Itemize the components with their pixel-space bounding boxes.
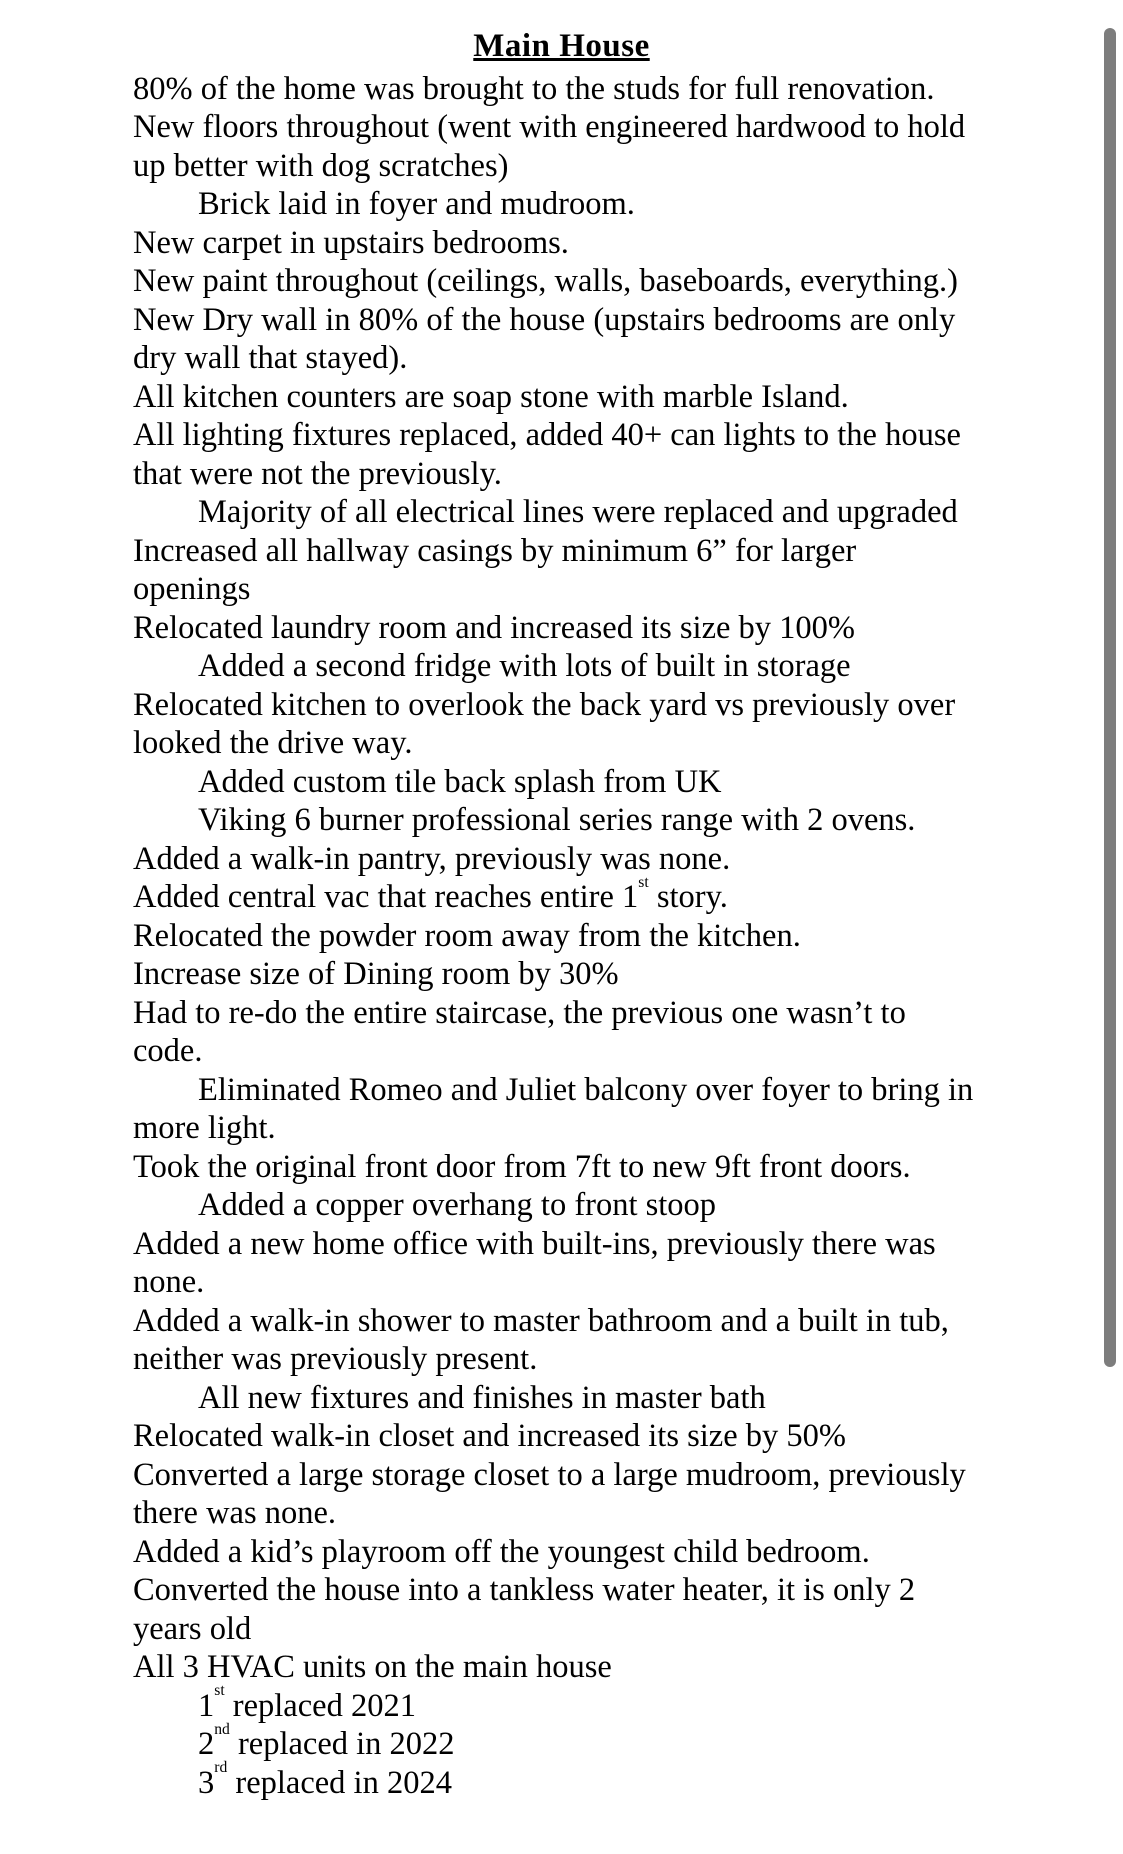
- text-line: Relocated laundry room and increased its size by 100%: [133, 609, 855, 646]
- text-line: Took the original front door from 7ft to new 9ft front doors.: [133, 1148, 911, 1185]
- document-title: Main House: [473, 28, 650, 64]
- text-line: that were not the previously.: [133, 455, 502, 492]
- ordinal-superscript: rd: [214, 1759, 228, 1777]
- text-line: 80% of the home was brought to the studs for full renovation.: [133, 70, 935, 107]
- text-line: none.: [133, 1264, 205, 1300]
- text-line: up better with dog scratches): [133, 147, 509, 184]
- text-line: Had to re-do the entire staircase, the previous one wasn’t to: [133, 994, 906, 1031]
- text-line: Added a walk-in pantry, previously was none.: [133, 840, 731, 877]
- text-line: looked the drive way.: [133, 725, 413, 761]
- text-line: Added a second fridge with lots of built in storage: [198, 648, 851, 684]
- text-line: neither was previously present.: [133, 1341, 538, 1377]
- text-line: years old: [133, 1610, 252, 1647]
- text-line: 1st replaced 2021: [198, 1682, 416, 1724]
- text-line: Eliminated Romeo and Juliet balcony over foyer to bring in: [198, 1071, 974, 1108]
- text-line: All 3 HVAC units on the main house: [133, 1649, 612, 1685]
- text-line: Added a kid’s playroom off the youngest child bedroom.: [133, 1533, 870, 1570]
- ordinal-superscript: st: [638, 873, 649, 891]
- text-line: All kitchen counters are soap stone with marble Island.: [133, 378, 849, 415]
- text-line: code.: [133, 1033, 203, 1069]
- text-line: New carpet in upstairs bedrooms.: [133, 224, 569, 261]
- text-line: New Dry wall in 80% of the house (upstairs bedrooms are only: [133, 301, 956, 338]
- text-line: Converted the house into a tankless water heater, it is only 2: [133, 1572, 916, 1608]
- document-content: [133, 27, 990, 1802]
- text-line: openings: [133, 571, 251, 607]
- document-body: [133, 70, 990, 1803]
- text-line: New floors throughout (went with engineered hardwood to hold: [133, 109, 966, 145]
- text-line: dry wall that stayed).: [133, 340, 408, 376]
- text-line: 3rd replaced in 2024: [198, 1759, 452, 1801]
- scrollbar-thumb[interactable]: [1104, 28, 1116, 1367]
- text-line: Majority of all electrical lines were replaced and upgraded: [198, 494, 958, 530]
- text-line: Added custom tile back splash from UK: [198, 763, 722, 800]
- text-line: All new fixtures and finishes in master bath: [198, 1379, 766, 1416]
- text-line: Added a walk-in shower to master bathroom and a built in tub,: [133, 1302, 949, 1339]
- text-line: Converted a large storage closet to a large mudroom, previously: [133, 1456, 966, 1493]
- ordinal-superscript: nd: [214, 1720, 230, 1738]
- text-line: New paint throughout (ceilings, walls, baseboards, everything.): [133, 263, 958, 299]
- text-line: 2nd replaced in 2022: [198, 1720, 455, 1762]
- text-line: Added central vac that reaches entire 1st story.: [133, 873, 728, 915]
- text-line: Relocated the powder room away from the kitchen.: [133, 917, 801, 954]
- text-line: Brick laid in foyer and mudroom.: [198, 186, 635, 222]
- text-line: Increase size of Dining room by 30%: [133, 956, 619, 992]
- text-line: there was none.: [133, 1495, 337, 1531]
- text-line: Viking 6 burner professional series range with 2 ovens.: [198, 802, 916, 838]
- text-line: Added a copper overhang to front stoop: [198, 1187, 717, 1223]
- text-line: Relocated kitchen to overlook the back yard vs previously over: [133, 686, 956, 723]
- text-line: Relocated walk-in closet and increased its size by 50%: [133, 1418, 846, 1454]
- ordinal-superscript: st: [214, 1682, 225, 1700]
- text-line: Added a new home office with built-ins, previously there was: [133, 1225, 936, 1262]
- text-line: more light.: [133, 1110, 276, 1146]
- text-line: All lighting fixtures replaced, added 40+ can lights to the house: [133, 417, 961, 453]
- text-line: Increased all hallway casings by minimum 6” for larger: [133, 532, 857, 569]
